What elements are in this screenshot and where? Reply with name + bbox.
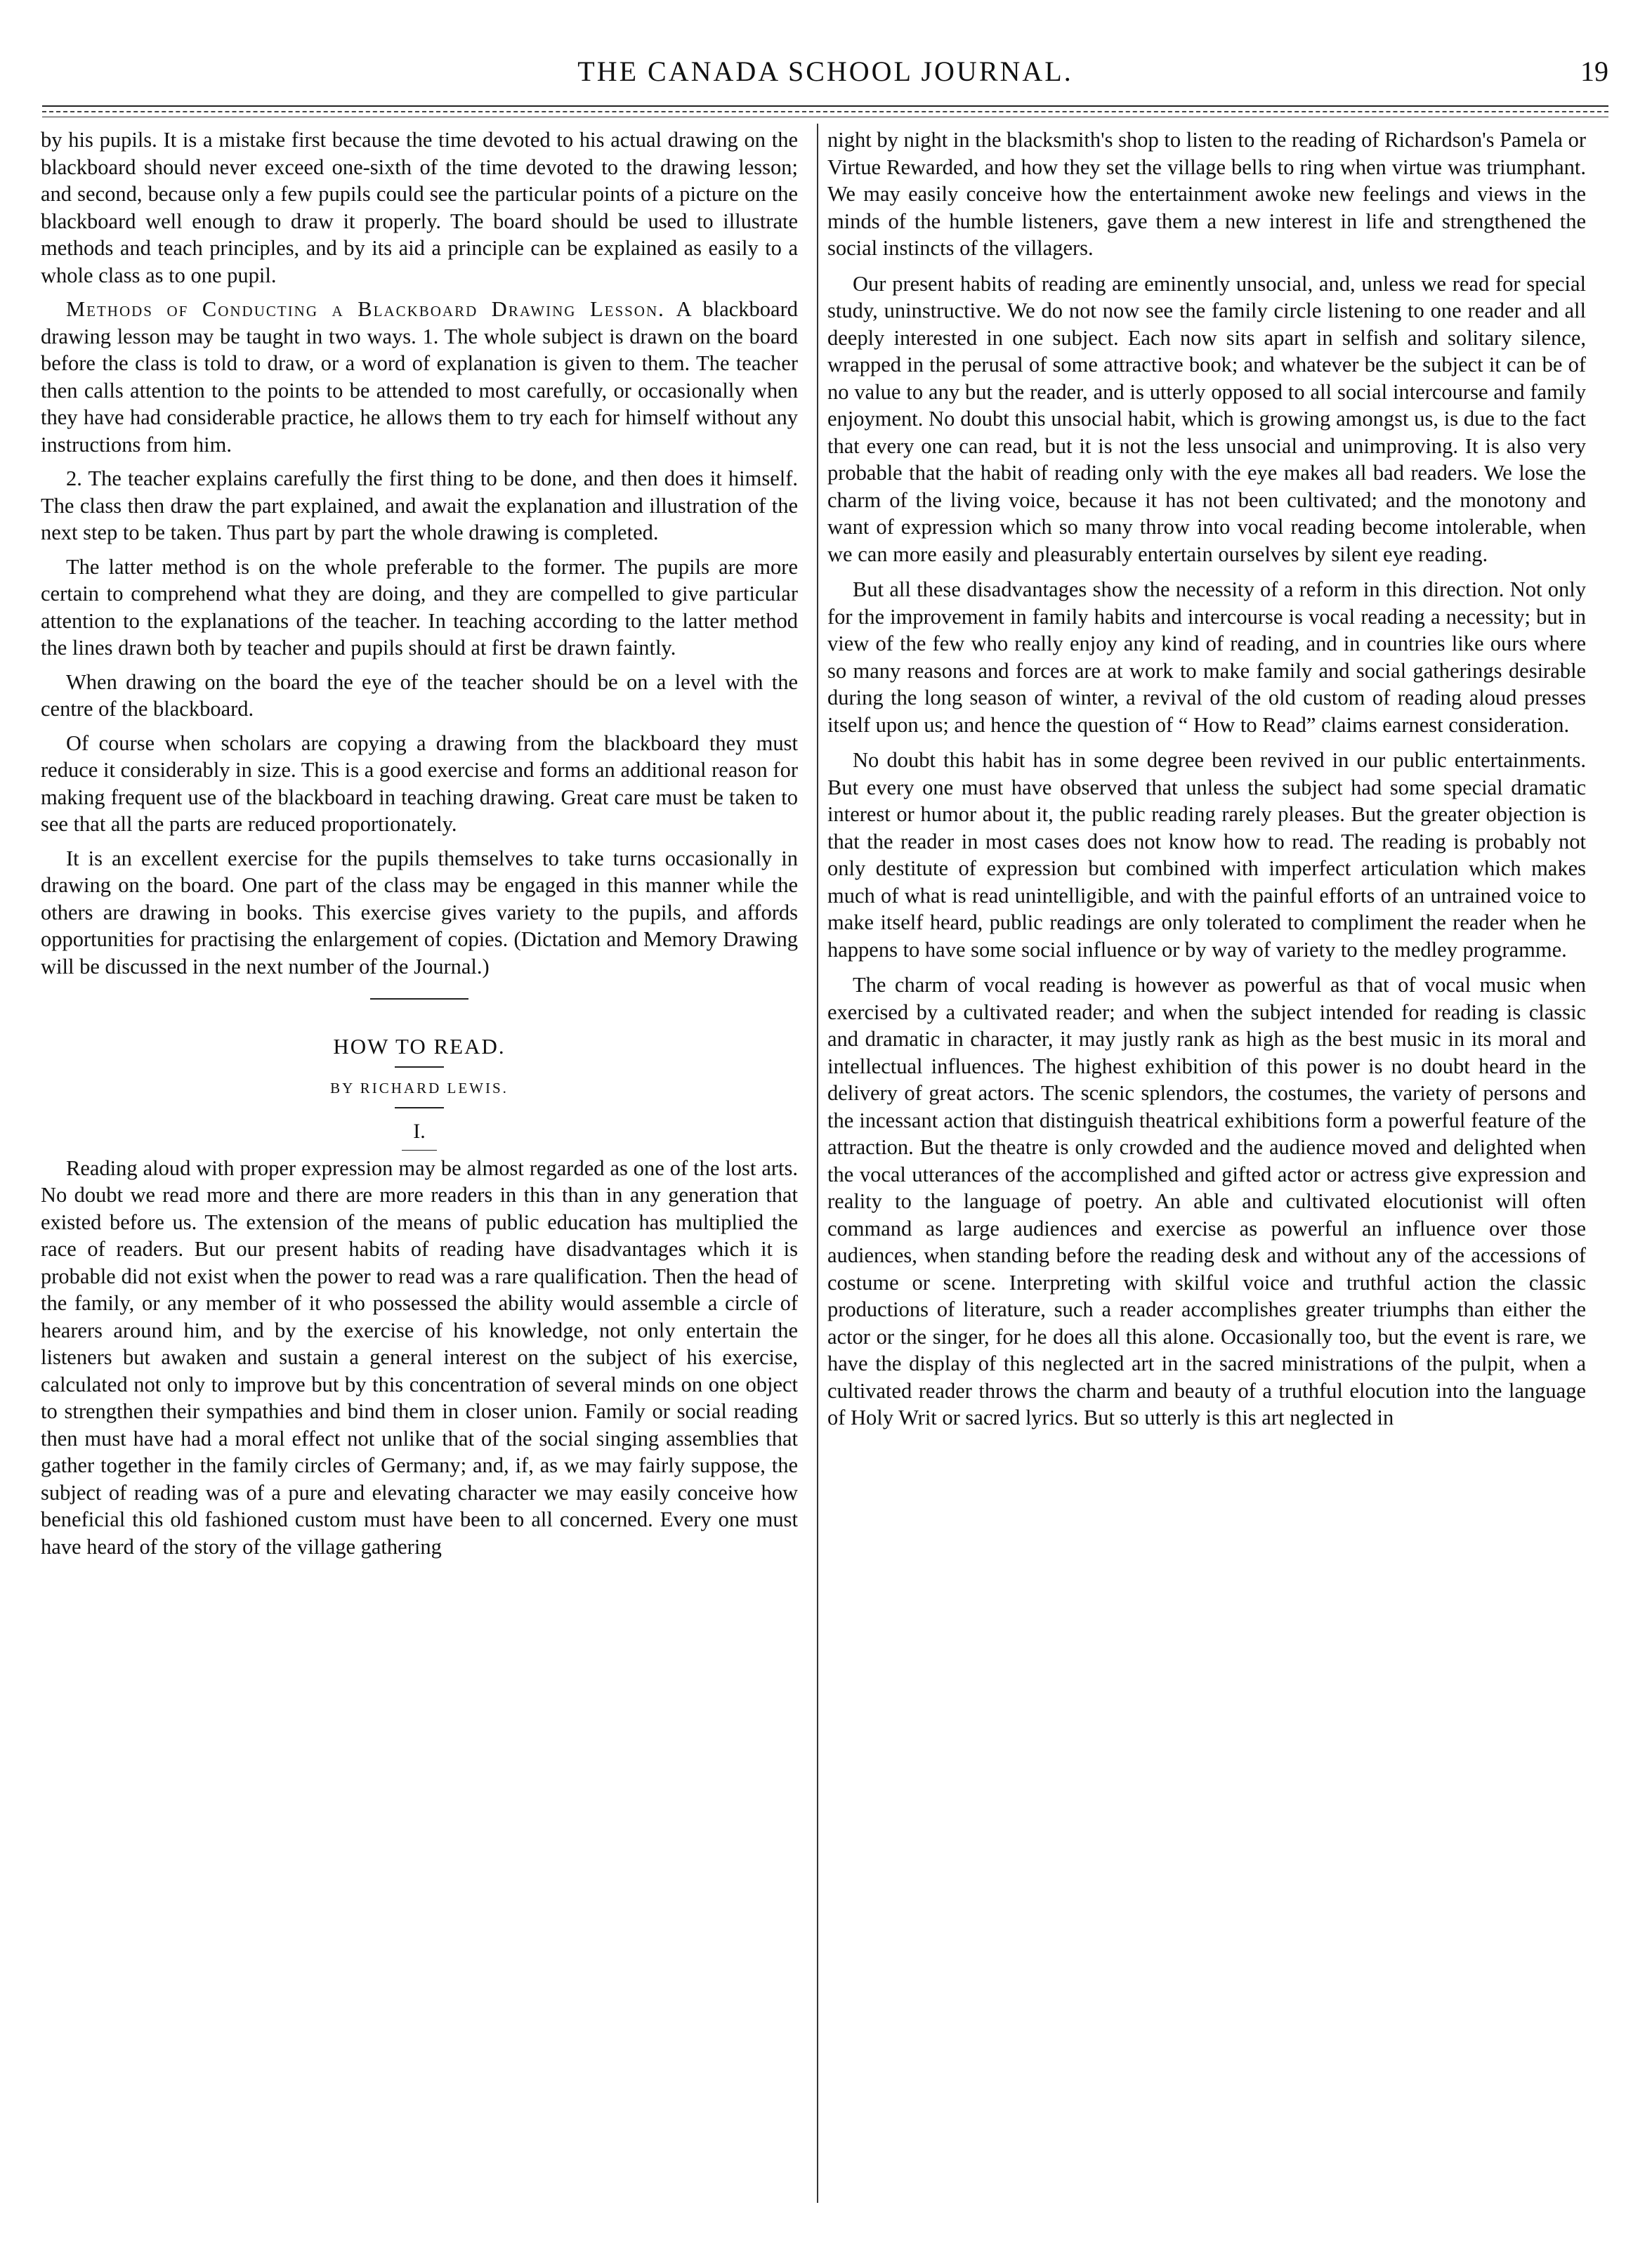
column-divider: [817, 124, 818, 2203]
paragraph: But all these disadvantages show the necessity of a reform in this direction. Not only for the improvement in family habits and intercourse is vocal reading a necessity; but in view of the few who really enjoy any kind of reading, and in countries like ours where so many reasons and forces are at work to make family and social gatherings desirable during the long season of winter, a revival of the old custom of reading aloud presses itself upon us; and hence the question of “ How to Read” claims earnest consideration.: [827, 577, 1586, 737]
paragraph: by his pupils. It is a mistake first because the time devoted to his actual drawing on the blackboard should never exceed one-sixth of the time devoted to the drawing lesson; and second, because only a few pupils could see the particular points of a picture on the blackboard well enough to draw it properly. The board should be used to illustrate methods and teach principles, and by its aid a principle can be explained as easily to a whole class as to one pupil.: [41, 128, 798, 287]
paragraph: When drawing on the board the eye of the teacher should be on a level with the centre of the blackboard.: [41, 669, 798, 721]
paragraph: Our present habits of reading are eminently unsocial, and, unless we read for special study, uninstructive. We do not now see the family circle listening to one reader and all deeply interested in one subject. Each now sits apart in selfish and solitary silence, wrapped in the perusal of some attractive book; and whatever be the subject it can be of no value to any but the reader, and is utterly opposed to all social intercourse and family enjoyment. No doubt this unsocial habit, which is growing amongst us, is due to the fact that every one can read, but it is not the less unsocial and unimproving. It is also very probable that the habit of reading only with the eye makes all bad readers. We lose the charm of the living voice, because it has not been cultivated; and the monotony and want of expression which so many throw into vocal reading become intolerable, when we can more easily and pleasurably entertain ourselves by silent eye reading.: [827, 271, 1586, 566]
paragraph: 2. The teacher explains carefully the first thing to be done, and then does it himself. The class then draw the part explained, and await the explanation and illustration of the next step to be taken. Thus part by part the whole drawing is completed.: [41, 466, 798, 544]
paragraph-text: A blackboard drawing lesson may be taught in two ways. 1. The whole subject is drawn on the board before the class is told to draw, or a word of explanation is given to them. The teacher then calls attention to the points to be attended to most carefully, or occasionally when they have had considerable practice, he allows them to try each for himself without any instructions from him.: [41, 297, 798, 457]
paragraph: It is an excellent exercise for the pupils themselves to take turns occasionally in drawing on the board. One part of the class may be engaged in this manner while the others are drawing in books. This exercise gives variety to the pupils, and affords opportunities for practising the enlargement of copies. (Dictation and Memory Drawing will be discussed in the next number of the Journal.): [41, 846, 798, 978]
header-rule-dashed: [42, 111, 1608, 112]
page-number: 19: [1580, 55, 1608, 87]
section-numeral: I.: [413, 1120, 426, 1143]
article-title: HOW TO READ.: [333, 1034, 506, 1059]
paragraph-methods: [41, 296, 798, 458]
article-byline: BY RICHARD LEWIS.: [330, 1079, 509, 1097]
title-rule: [395, 1066, 444, 1068]
paragraph: The latter method is on the whole preferable to the former. The pupils are more certain to comprehend what they are doing, and they are compelled to give particular attention to the explanations of the teacher. In teaching according to the latter method the lines drawn both by teacher and pupils should at first be drawn faintly.: [41, 554, 798, 660]
section-lead-heading: Methods of Conducting a Blackboard Drawing Lesson.: [66, 297, 665, 321]
paragraph: Reading aloud with proper expression may be almost regarded as one of the lost arts. No doubt we read more and there are more readers in this than in any generation that existed before us. The extension of the means of public education has multiplied the race of readers. But our present habits of reading have disadvantages which it is probable did not exist when the power to read was a rare qualification. Then the head of the family, or any member of it who possessed the ability would assemble a circle of hearers around him, and by the exercise of his knowledge, not only entertain the listeners but awaken and sustain a general interest on the subject of his exercise, calculated not only to improve but by this concentration of several minds on one object to strengthen their sympathies and bind them in closer union. Family or social reading then must have had a moral effect not unlike that of the social singing assemblies that gather together in the family circles of Germany; and, if, as we may fairly suppose, the subject of reading was of a pure and elevating character we may easily conceive how beneficial this old fashioned custom must have been to all concerned. Every one must have heard of the story of the village gathering: [41, 1156, 798, 1559]
paragraph: No doubt this habit has in some degree been revived in our public entertainments. But every one must have observed that unless the subject had some special dramatic interest or humor about it, the public reading rarely pleases. But the greater objection is that the reader in most cases does not know how to read. The reading is probably not only destitute of expression but combined with imperfect articulation which makes much of what is read unintelligible, and with the painful efforts of an untrained voice to make itself heard, public readings are only tolerated to compliment the reader when he happens to have some social influence or by way of variety to the medley programme.: [827, 748, 1586, 962]
paragraph: The charm of vocal reading is however as powerful as that of vocal music when exercised by a cultivated reader; and when the subject intended for reading is classic and dramatic in character, it may justly rank as high as the best music in its moral and intellectual influences. The highest exhibition of this power is no doubt heard in the delivery of great actors. The scenic splendors, the costumes, the variety of persons and the incessant action that distinguish theatrical exhibitions form a powerful feature of the attraction. But the theatre is only crowded and the audience moved and delighted when the vocal utterances of the accomplished and gifted actor or actress give expression and reality to the language of poetry. An able and cultivated elocutionist will often command as large audiences and exercise as powerful an influence over those audiences, when standing before the reading desk and without any of the accessions of costume or scene. Interpreting with skilful voice and truthful action the classic productions of literature, such a reader accomplishes greater triumphs than either the actor or the singer, for he does all this alone. Occasionally too, but the event is rare, we have the display of this neglected art in the sacred ministrations of the pulpit, when a cultivated reader throws the charm and beauty of a truthful elocution into the language of Holy Writ or sacred lyrics. But so utterly is this art neglected in: [827, 973, 1586, 1429]
byline-rule: [395, 1107, 444, 1108]
numeral-rule: [402, 1150, 437, 1151]
right-column: [827, 126, 1586, 1440]
running-title: THE CANADA SCHOOL JOURNAL.: [577, 55, 1073, 87]
section-divider: [370, 998, 468, 1000]
paragraph: Of course when scholars are copying a drawing from the blackboard they must reduce it considerably in size. This is a good exercise and forms an additional reason for making frequent use of the blackboard in teaching drawing. Great care must be taken to see that all the parts are reduced proportionately.: [41, 731, 798, 836]
left-column: [41, 126, 798, 1567]
header-rule: [42, 105, 1608, 107]
paragraph: night by night in the blacksmith's shop to listen to the reading of Richardson's Pamela or Virtue Rewarded, and how they set the village bells to ring when virtue was triumphant. We may easily conceive how the entertainment awoke new feelings and views in the minds of the humble listeners, gave them a new interest in life and strengthened the social instincts of the villagers.: [827, 128, 1586, 260]
page-header: [42, 55, 1608, 104]
